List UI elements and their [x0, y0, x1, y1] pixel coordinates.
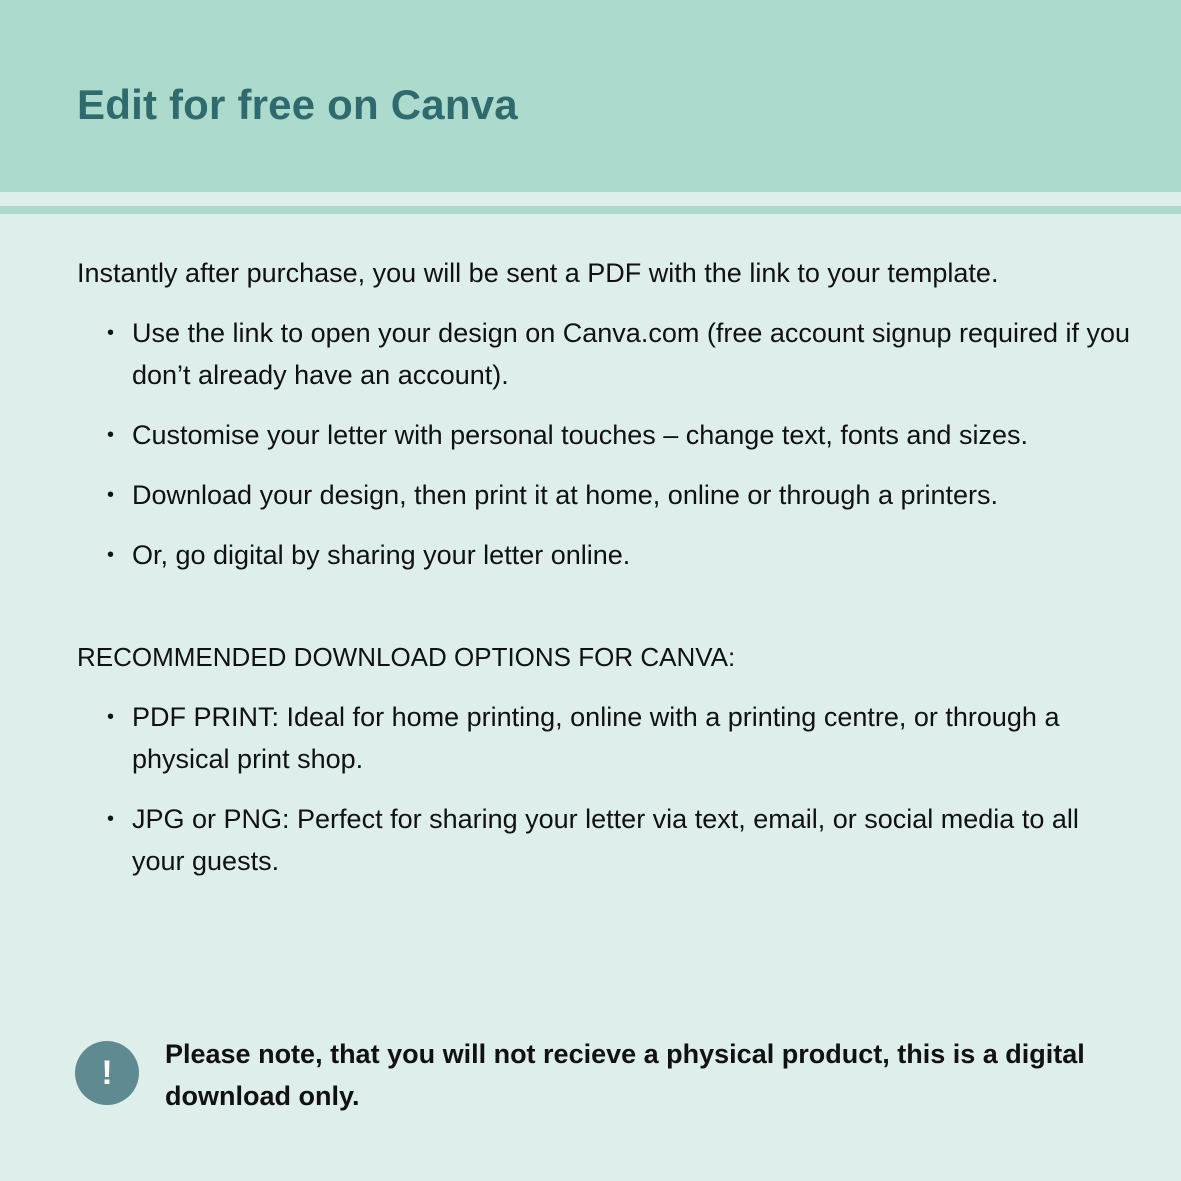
list-item: • PDF PRINT: Ideal for home printing, online with a printing centre, or through a physical print shop. — [77, 696, 1137, 780]
list-item: • Use the link to open your design on Canva.com (free account signup required if you don’t already have an account). — [77, 312, 1137, 396]
header-banner — [0, 0, 1181, 192]
note-text: Please note, that you will not recieve a physical product, this is a digital download only. — [165, 1039, 1085, 1111]
exclamation-icon: ! — [75, 1041, 139, 1105]
download-options-heading: RECOMMENDED DOWNLOAD OPTIONS FOR CANVA: — [77, 642, 736, 672]
page-title: Edit for free on Canva — [77, 81, 518, 128]
intro-text: Instantly after purchase, you will be sent a PDF with the link to your template. — [77, 258, 999, 288]
note-callout — [75, 1033, 1135, 1123]
header-divider — [0, 206, 1181, 214]
instructions-content — [77, 252, 1137, 900]
steps-list — [77, 312, 1137, 576]
list-item: • JPG or PNG: Perfect for sharing your letter via text, email, or social media to all your guests. — [77, 798, 1137, 882]
download-options-list — [77, 696, 1137, 882]
list-item: • Or, go digital by sharing your letter online. — [77, 534, 1137, 576]
list-item: • Download your design, then print it at home, online or through a printers. — [77, 474, 1137, 516]
list-item: • Customise your letter with personal touches – change text, fonts and sizes. — [77, 414, 1137, 456]
